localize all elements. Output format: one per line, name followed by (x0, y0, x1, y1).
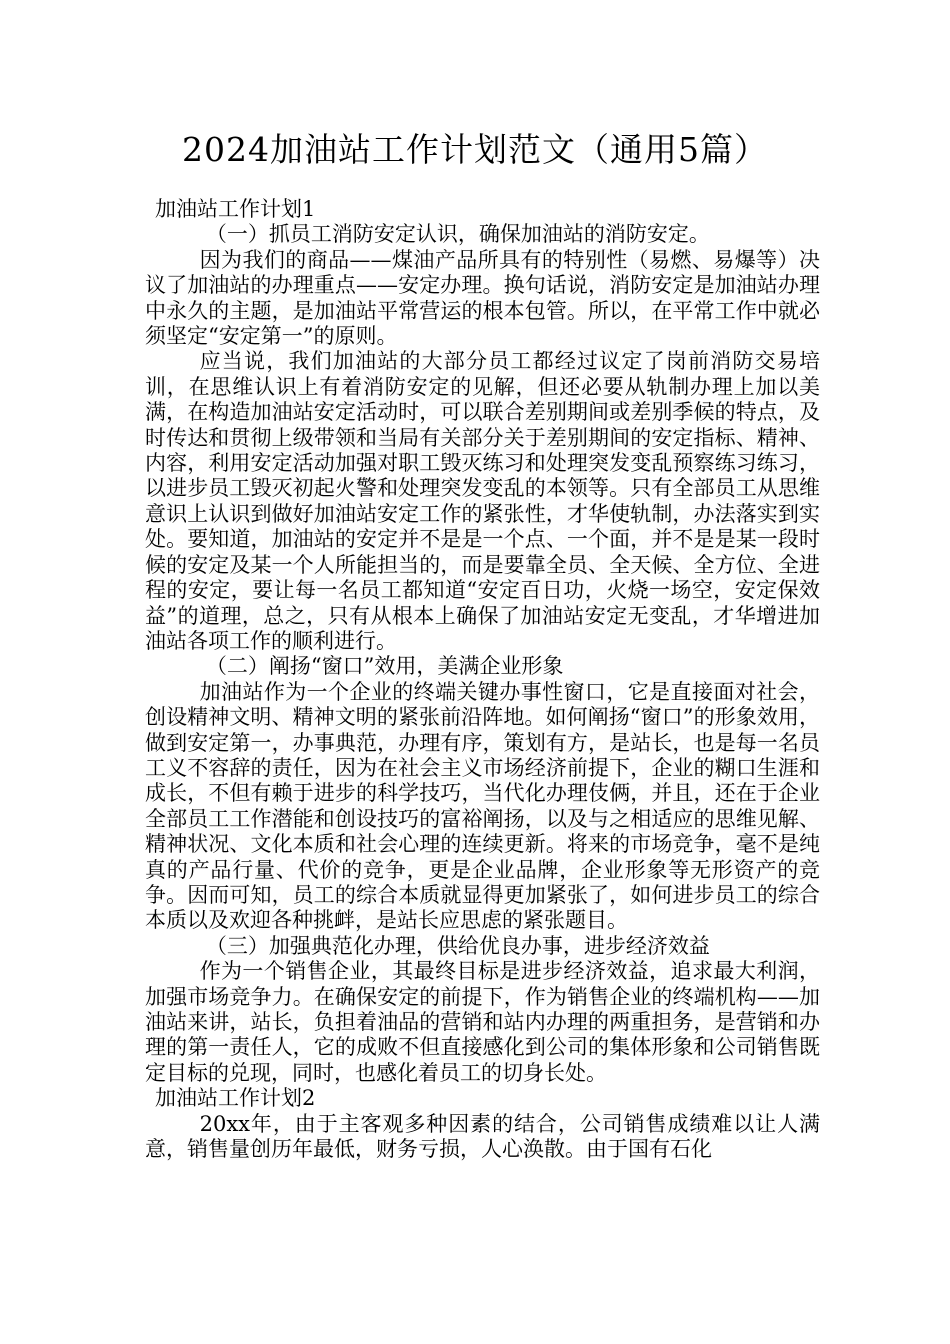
plan1-paragraph3: 加油站作为一个企业的终端关键办事性窗口，它是直接面对社会，创设精神文明、精神文明的紧张前沿阵地。如何阐扬“窗口”的形象效用，做到安定第一，办事典范，办理有序，策划有方，是站长，也是每一名员工义不容辞的责任，因为在社会主义市场经济前提下，企业的糊口生涯和成长，不但有赖于进步的科学技巧，当代化办理伎俩，并且，还在于企业全部员工工作潜能和创设技巧的富裕阐扬，以及与之相适应的思维见解、精神状况、文化本质和社会心理的连续更新。将来的市场竞争，毫不是纯真的产品行量、代价的竞争，更是企业品牌，企业形象等无形资产的竞争。因而可知，员工的综合本质就显得更加紧张了，如何进步员工的综合本质以及欢迎各种挑衅，是站长应思虑的紧张题目。 (145, 679, 820, 933)
document-title: 2024加油站工作计划范文（通用5篇） (182, 130, 768, 169)
plan1-paragraph4: 作为一个销售企业，其最终目标是进步经济效益，追求最大利润，加强市场竞争力。在确保安定的前提下，作为销售企业的终端机构——加油站来讲，站长，负担着油品的营销和站内办理的两重担务，是营销和办理的第一责任人，它的成败不但直接感化到公司的集体形象和公司销售既定目标的兑现，同时，也感化着员工的切身长处。 (145, 959, 820, 1085)
plan1-section3-heading: （三）加强典范化办理，供给优良办事，进步经济效益 (205, 933, 710, 958)
plan1-paragraph2: 应当说，我们加油站的大部分员工都经过议定了岗前消防交易培训，在思维认识上有着消防安定的见解，但还必要从轨制办理上加以美满，在构造加油站安定活动时，可以联合差别期间或差别季候的特点，及时传达和贯彻上级带领和当局有关部分关于差别期间的安定指标、精神、内容，利用安定活动加强对职工毁灭练习和处理突发变乱预察练习练习，以进步员工毁灭初起火警和处理突发变乱的本领等。只有全部员工从思维意识上认识到做好加油站安定工作的紧张性，才华使轨制，办法落实到实处。要知道，加油站的安定并不是是一个点、一个面，并不是是某一段时候的安定及某一个人所能担当的，而是要靠全员、全天候、全方位、全进程的安定，要让每一名员工都知道“安定百日功，火烧一场空，安定保效益”的道理，总之，只有从根本上确保了加油站安定无变乱，才华增进加油站各项工作的顺利进行。 (145, 349, 820, 653)
plan1-section2-heading: （二）阐扬“窗口”效用，美满企业形象 (205, 654, 564, 679)
plan1-heading: 加油站工作计划1 (155, 197, 316, 221)
plan2-heading: 加油站工作计划2 (155, 1086, 316, 1111)
plan1-section1-heading: （一）抓员工消防安定认识，确保加油站的消防安定。 (205, 222, 710, 247)
plan1-paragraph1: 因为我们的商品——煤油产品所具有的特别性（易燃、易爆等）决议了加油站的办理重点——安定办理。换句话说，消防安定是加油站办理中永久的主题，是加油站平常营运的根本包管。所以，在平常工作中就必须坚定“安定第一”的原则。 (145, 247, 820, 349)
document-body (145, 197, 820, 1162)
plan2-paragraph1: 20xx年，由于主客观多种因素的结合，公司销售成绩难以让人满意，销售量创历年最低，财务亏损，人心涣散。由于国有石化 (145, 1111, 820, 1162)
